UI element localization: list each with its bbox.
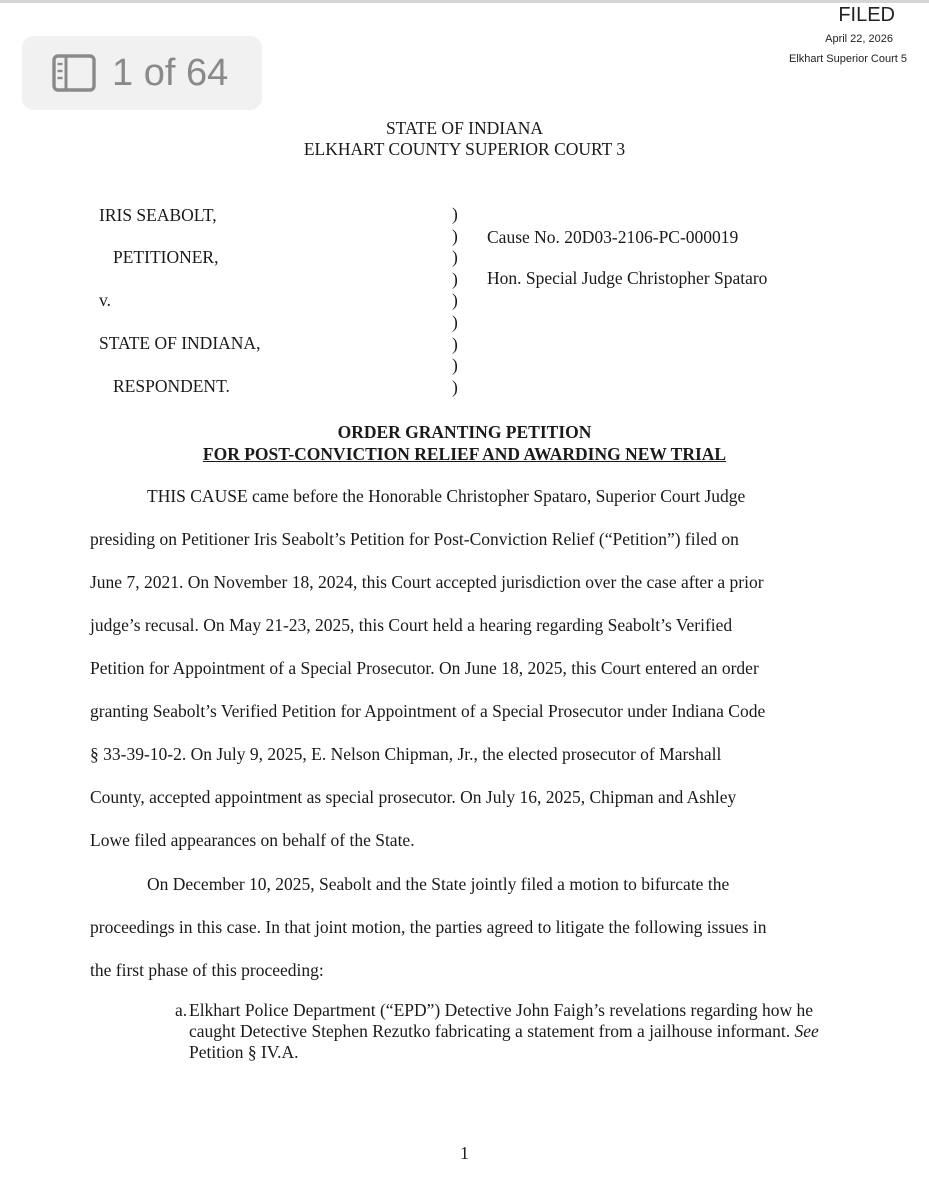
page-indicator-badge[interactable] — [22, 36, 262, 110]
page-count-text: 1 of 64 — [112, 51, 229, 94]
issue-item-see: See — [794, 1021, 819, 1041]
body-line: Lowe filed appearances on behalf of the State. — [90, 830, 415, 850]
paren-mark: ) — [452, 225, 458, 246]
viewer-top-border — [0, 0, 929, 3]
issue-item-text: Elkhart Police Department (“EPD”) Detective John Faigh’s revelations regarding how he caught Detective Stephen Rezutko fabricating a statement from a jailhouse informant. — [189, 1000, 813, 1041]
paren-mark: ) — [452, 268, 458, 289]
paren-mark: ) — [452, 204, 458, 224]
caption-divider — [452, 204, 458, 398]
paren-mark: ) — [452, 333, 458, 354]
respondent-role: RESPONDENT. — [113, 376, 230, 396]
issue-item-marker: a. — [175, 1000, 188, 1020]
body-line: granting Seabolt’s Verified Petition for Appointment of a Special Prosecutor under Indiana Code — [90, 701, 766, 721]
page-view-icon — [52, 54, 96, 92]
order-title-line2-text: FOR POST-CONVICTION RELIEF AND AWARDING NEW TRIAL — [202, 444, 727, 464]
paren-mark: ) — [452, 376, 458, 397]
judge-name: Hon. Special Judge Christopher Spataro — [487, 268, 768, 288]
body-line: presiding on Petitioner Iris Seabolt’s Petition for Post-Conviction Relief (“Petition”) filed on — [90, 529, 739, 549]
filed-date: April 22, 2026 — [825, 33, 893, 45]
heading-state: STATE OF INDIANA — [385, 118, 544, 138]
heading-court: ELKHART COUNTY SUPERIOR COURT 3 — [303, 139, 626, 159]
petitioner-role: PETITIONER, — [113, 247, 219, 267]
body-line: proceedings in this case. In that joint motion, the parties agreed to litigate the following issues in — [90, 917, 767, 937]
issue-item-citation: Petition § IV.A. — [189, 1042, 299, 1062]
body-line: the first phase of this proceeding: — [90, 960, 324, 980]
body-line: Petition for Appointment of a Special Prosecutor. On June 18, 2025, this Court entered an order — [90, 658, 759, 678]
paren-mark: ) — [452, 290, 458, 311]
paren-mark: ) — [452, 247, 458, 268]
body-line: County, accepted appointment as special prosecutor. On July 16, 2025, Chipman and Ashley — [90, 787, 737, 807]
body-line: judge’s recusal. On May 21-23, 2025, this Court held a hearing regarding Seabolt’s Verified — [90, 615, 733, 635]
issue-item-a — [175, 1000, 829, 1063]
petitioner-name: IRIS SEABOLT, — [99, 205, 217, 225]
paren-mark: ) — [452, 311, 458, 332]
filed-label: FILED — [838, 4, 895, 26]
body-line: June 7, 2021. On November 18, 2024, this Court accepted jurisdiction over the case after a prior — [90, 572, 764, 592]
cause-number: Cause No. 20D03-2106-PC-000019 — [487, 227, 739, 247]
order-title-line1: ORDER GRANTING PETITION — [337, 422, 592, 442]
versus-label: v. — [99, 290, 111, 310]
page-number: 1 — [460, 1143, 469, 1163]
body-line: On December 10, 2025, Seabolt and the State jointly filed a motion to bifurcate the — [147, 874, 730, 894]
respondent-name: STATE OF INDIANA, — [99, 333, 261, 353]
paren-mark: ) — [452, 355, 458, 376]
body-line: THIS CAUSE came before the Honorable Christopher Spataro, Superior Court Judge — [147, 486, 746, 506]
body-line: § 33-39-10-2. On July 9, 2025, E. Nelson Chipman, Jr., the elected prosecutor of Marshall — [90, 744, 722, 764]
order-title-line2 — [0, 444, 929, 464]
filed-stamp — [789, 4, 907, 65]
filed-court: Elkhart Superior Court 5 — [789, 53, 907, 65]
